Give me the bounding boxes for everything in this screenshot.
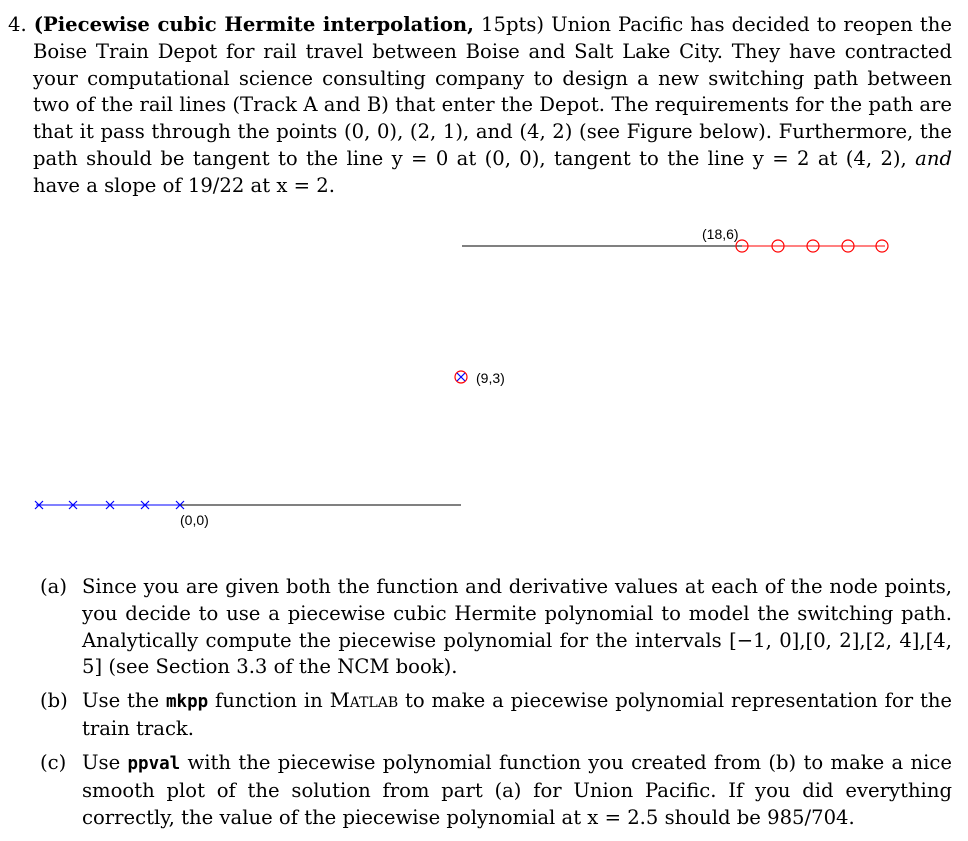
mid-point-marker — [455, 371, 467, 383]
part-c — [40, 750, 952, 831]
part-a-text: Since you are given both the function and derivative values at each of the node points, you decide to use a piecewise cubic Hermite polynomial to model the switching path. Analytically compute the piecewise polynomial for the intervals [−1, 0],[0, 2],[2, 4],[4, 5] (see Section 3.3 of the NCM book). — [82, 575, 952, 679]
part-b-post: to make a piecewise polynomial representation for the train track. — [82, 689, 953, 740]
problem-paragraph — [8, 12, 952, 200]
problem-statement — [8, 12, 952, 200]
label-9-3: (9,3) — [476, 370, 505, 386]
part-b-body — [82, 688, 952, 743]
track-figure — [0, 220, 968, 540]
label-0-0: (0,0) — [180, 512, 209, 528]
part-c-label: (c) — [40, 751, 67, 774]
problem-points: 15pts) — [481, 13, 545, 36]
part-c-pre: Use — [82, 751, 121, 774]
part-b-label: (b) — [40, 689, 68, 712]
part-b-pre: Use the — [82, 689, 160, 712]
problem-and-word: and — [915, 146, 952, 170]
problem-intro-end: have a slope of 19/22 at x = 2. — [33, 173, 335, 197]
problem-number: 4. — [8, 13, 27, 36]
part-b-mid: function in — [215, 689, 323, 712]
part-b — [40, 688, 952, 743]
label-18-6: (18,6) — [702, 226, 739, 242]
part-c-body — [82, 750, 952, 831]
problem-intro: Union Pacific has decided to reopen the Boise Train Depot for rail travel between Boise and Salt Lake City. They have contracted your computational science consulting company to design a new switching path between two of the rail lines (Track A and B) that enter the Depot. The requirements for the path are that it pass through the points (0, 0), (2, 1), and (4, 2) (see Figure below). Furthermore, the path should be tangent to the line y = 0 at (0, 0), tangent to the line y = 2 at (4, 2), — [33, 13, 953, 170]
part-a-label: (a) — [40, 575, 67, 598]
part-a — [40, 574, 952, 681]
problem-title: (Piecewise cubic Hermite interpolation, — [33, 13, 474, 36]
ppval-code: ppval — [127, 754, 181, 774]
matlab-word: Matlab — [329, 689, 399, 712]
mkpp-code: mkpp — [166, 692, 209, 712]
part-c-post: with the piecewise polynomial function you created from (b) to make a nice smooth plot of the solution from part (a) for Union Pacific. If you did everything correctly, the value of the piecewise polynomial at x = 2.5 should be 985/704. — [82, 751, 953, 829]
